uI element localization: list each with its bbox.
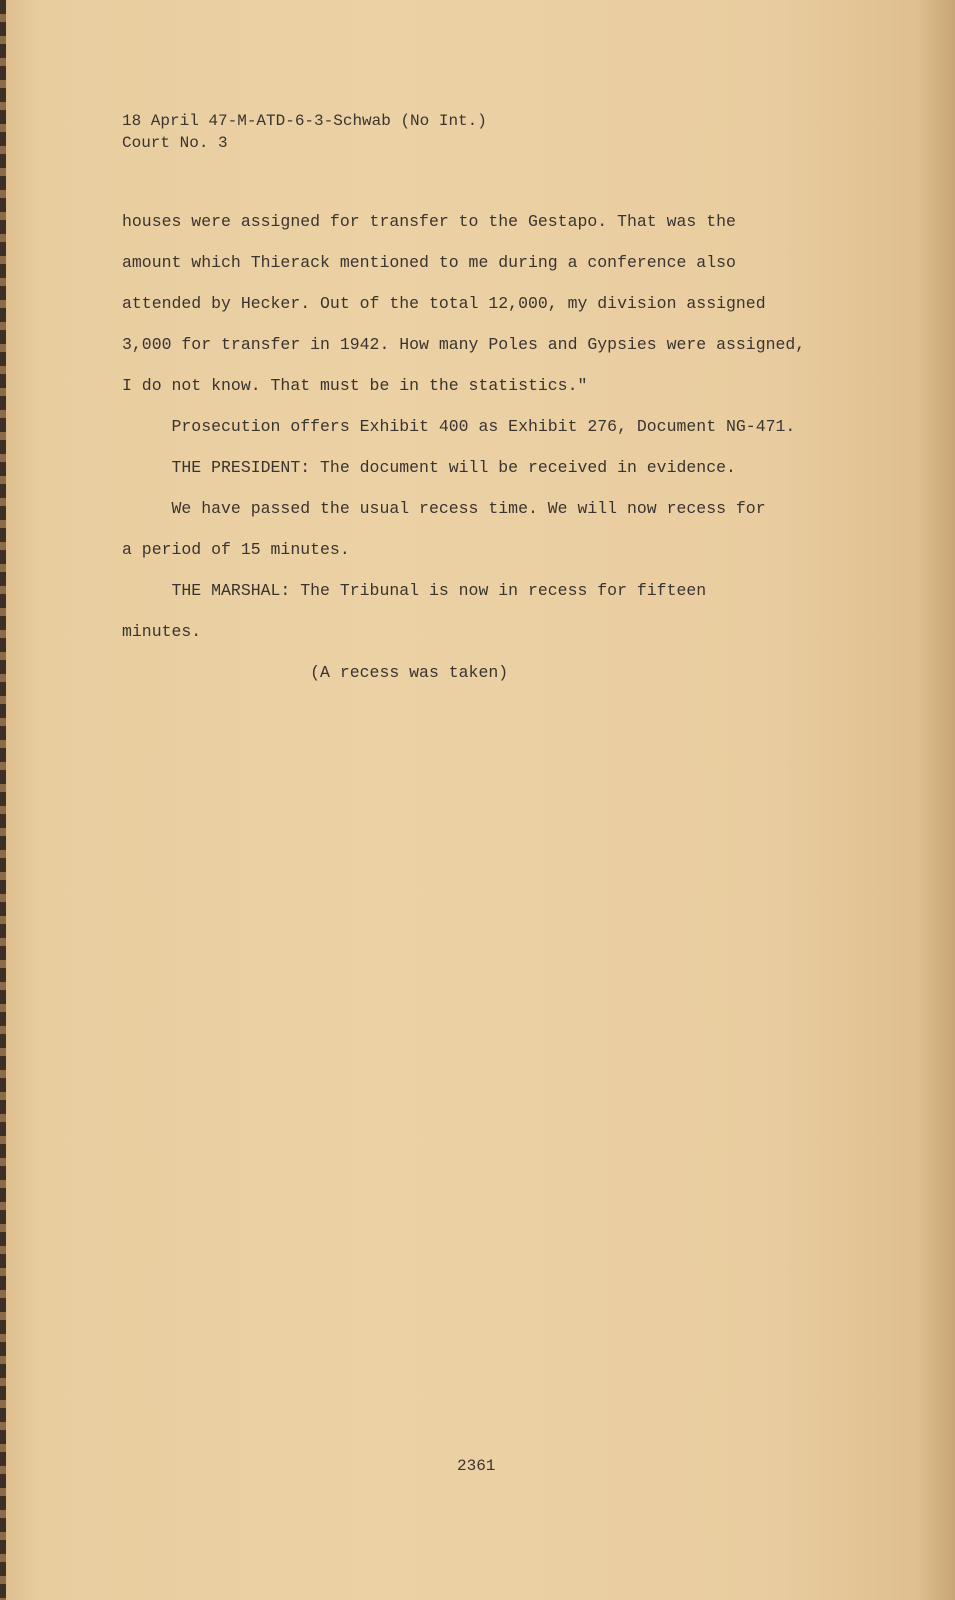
- transcript-line: amount which Thierack mentioned to me during a conference also: [122, 253, 736, 272]
- transcript-line: (A recess was taken): [122, 663, 509, 682]
- binding-edge: [0, 0, 6, 1600]
- transcript-line: THE PRESIDENT: The document will be received in evidence.: [122, 458, 736, 477]
- page-number: 2361: [457, 1457, 496, 1475]
- transcript-line: We have passed the usual recess time. We will now recess for: [122, 499, 766, 518]
- transcript-line: THE MARSHAL: The Tribunal is now in recess for fifteen: [122, 581, 707, 600]
- transcript-line: houses were assigned for transfer to the Gestapo. That was the: [122, 212, 736, 231]
- header-line-2: Court No. 3: [122, 134, 228, 152]
- transcript-line: attended by Hecker. Out of the total 12,000, my division assigned: [122, 294, 766, 313]
- document-header: [122, 110, 487, 154]
- transcript-line: a period of 15 minutes.: [122, 540, 350, 559]
- transcript-line: minutes.: [122, 622, 202, 641]
- header-line-1: 18 April 47-M-ATD-6-3-Schwab (No Int.): [122, 112, 487, 130]
- transcript-line: I do not know. That must be in the statistics.": [122, 376, 588, 395]
- transcript-line: Prosecution offers Exhibit 400 as Exhibit 276, Document NG-471.: [122, 417, 796, 436]
- transcript-line: 3,000 for transfer in 1942. How many Poles and Gypsies were assigned,: [122, 335, 806, 354]
